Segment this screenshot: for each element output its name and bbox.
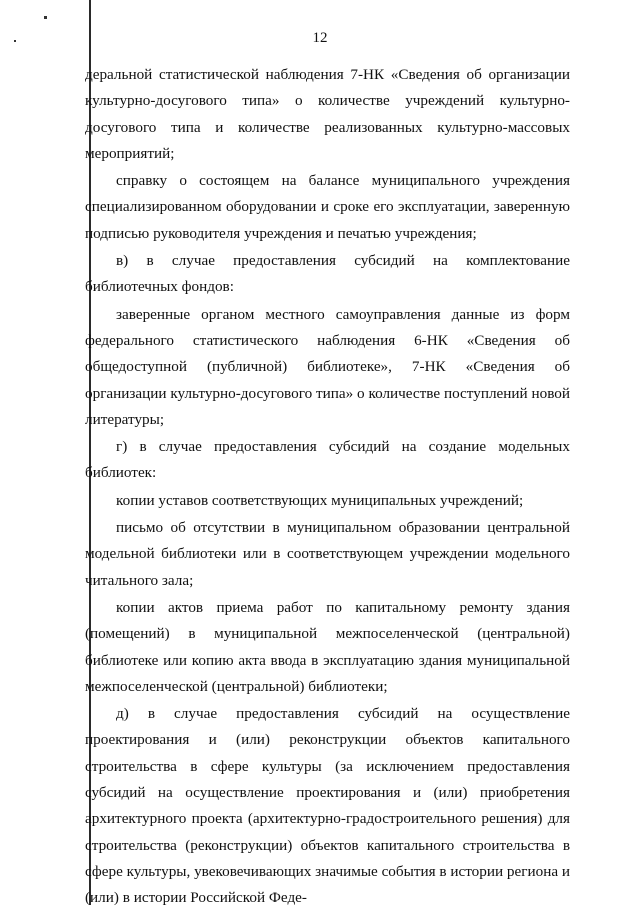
- scan-mark: [44, 16, 47, 19]
- paragraph: г) в случае предоставления субсидий на создание модельных библиотек:: [85, 438, 570, 482]
- paragraph: д) в случае предоставления субсидий на осуществление проектирования и (или) реконструкции объектов капитального строительства в сфере культуры (за исключением предоставления субсидий на осуществление проектирования и (или) приобретения архитектурного проекта (архитектурно-градостроительного решения) для строительства (реконструкции) объектов капитального строительства в сфере культуры, увековечивающих значимые события в истории региона и (или) в истории Российской Феде-: [85, 705, 570, 907]
- paragraph: письмо об отсутствии в муниципальном образовании центральной модельной библиотеки или в соответствующем учреждении модельного читального зала;: [85, 519, 570, 589]
- body-text: [85, 62, 570, 912]
- paragraph: заверенные органом местного самоуправления данные из форм федерального статистического наблюдения 6-НК «Сведения об общедоступной (публичной) библиотеке», 7-НК «Сведения об организации культурно-досугового типа» о количестве поступлений новой литературы;: [85, 305, 570, 428]
- page-number: 12: [312, 30, 328, 46]
- paragraph: копии актов приема работ по капитальному ремонту здания (помещений) в муниципальной межпоселенческой (центральной) библиотеке или копию акта ввода в эксплуатацию здания муниципальной межпоселенческой (центральной) библиотеки;: [85, 598, 570, 695]
- paragraph: копии уставов соответствующих муниципальных учреждений;: [116, 491, 524, 509]
- paragraph: деральной статистической наблюдения 7-НК «Сведения об организации культурно-досугового типа» о количестве учреждений культурно-досугового типа и количестве реализованных культурно-массовых мероприятий;: [85, 66, 570, 162]
- paragraph: в) в случае предоставления субсидий на комплектование библиотечных фондов:: [85, 252, 570, 296]
- paragraph: справку о состоящем на балансе муниципального учреждения специализированном оборудовании и сроке его эксплуатации, заверенную подписью руководителя учреждения и печатью учреждения;: [85, 172, 570, 242]
